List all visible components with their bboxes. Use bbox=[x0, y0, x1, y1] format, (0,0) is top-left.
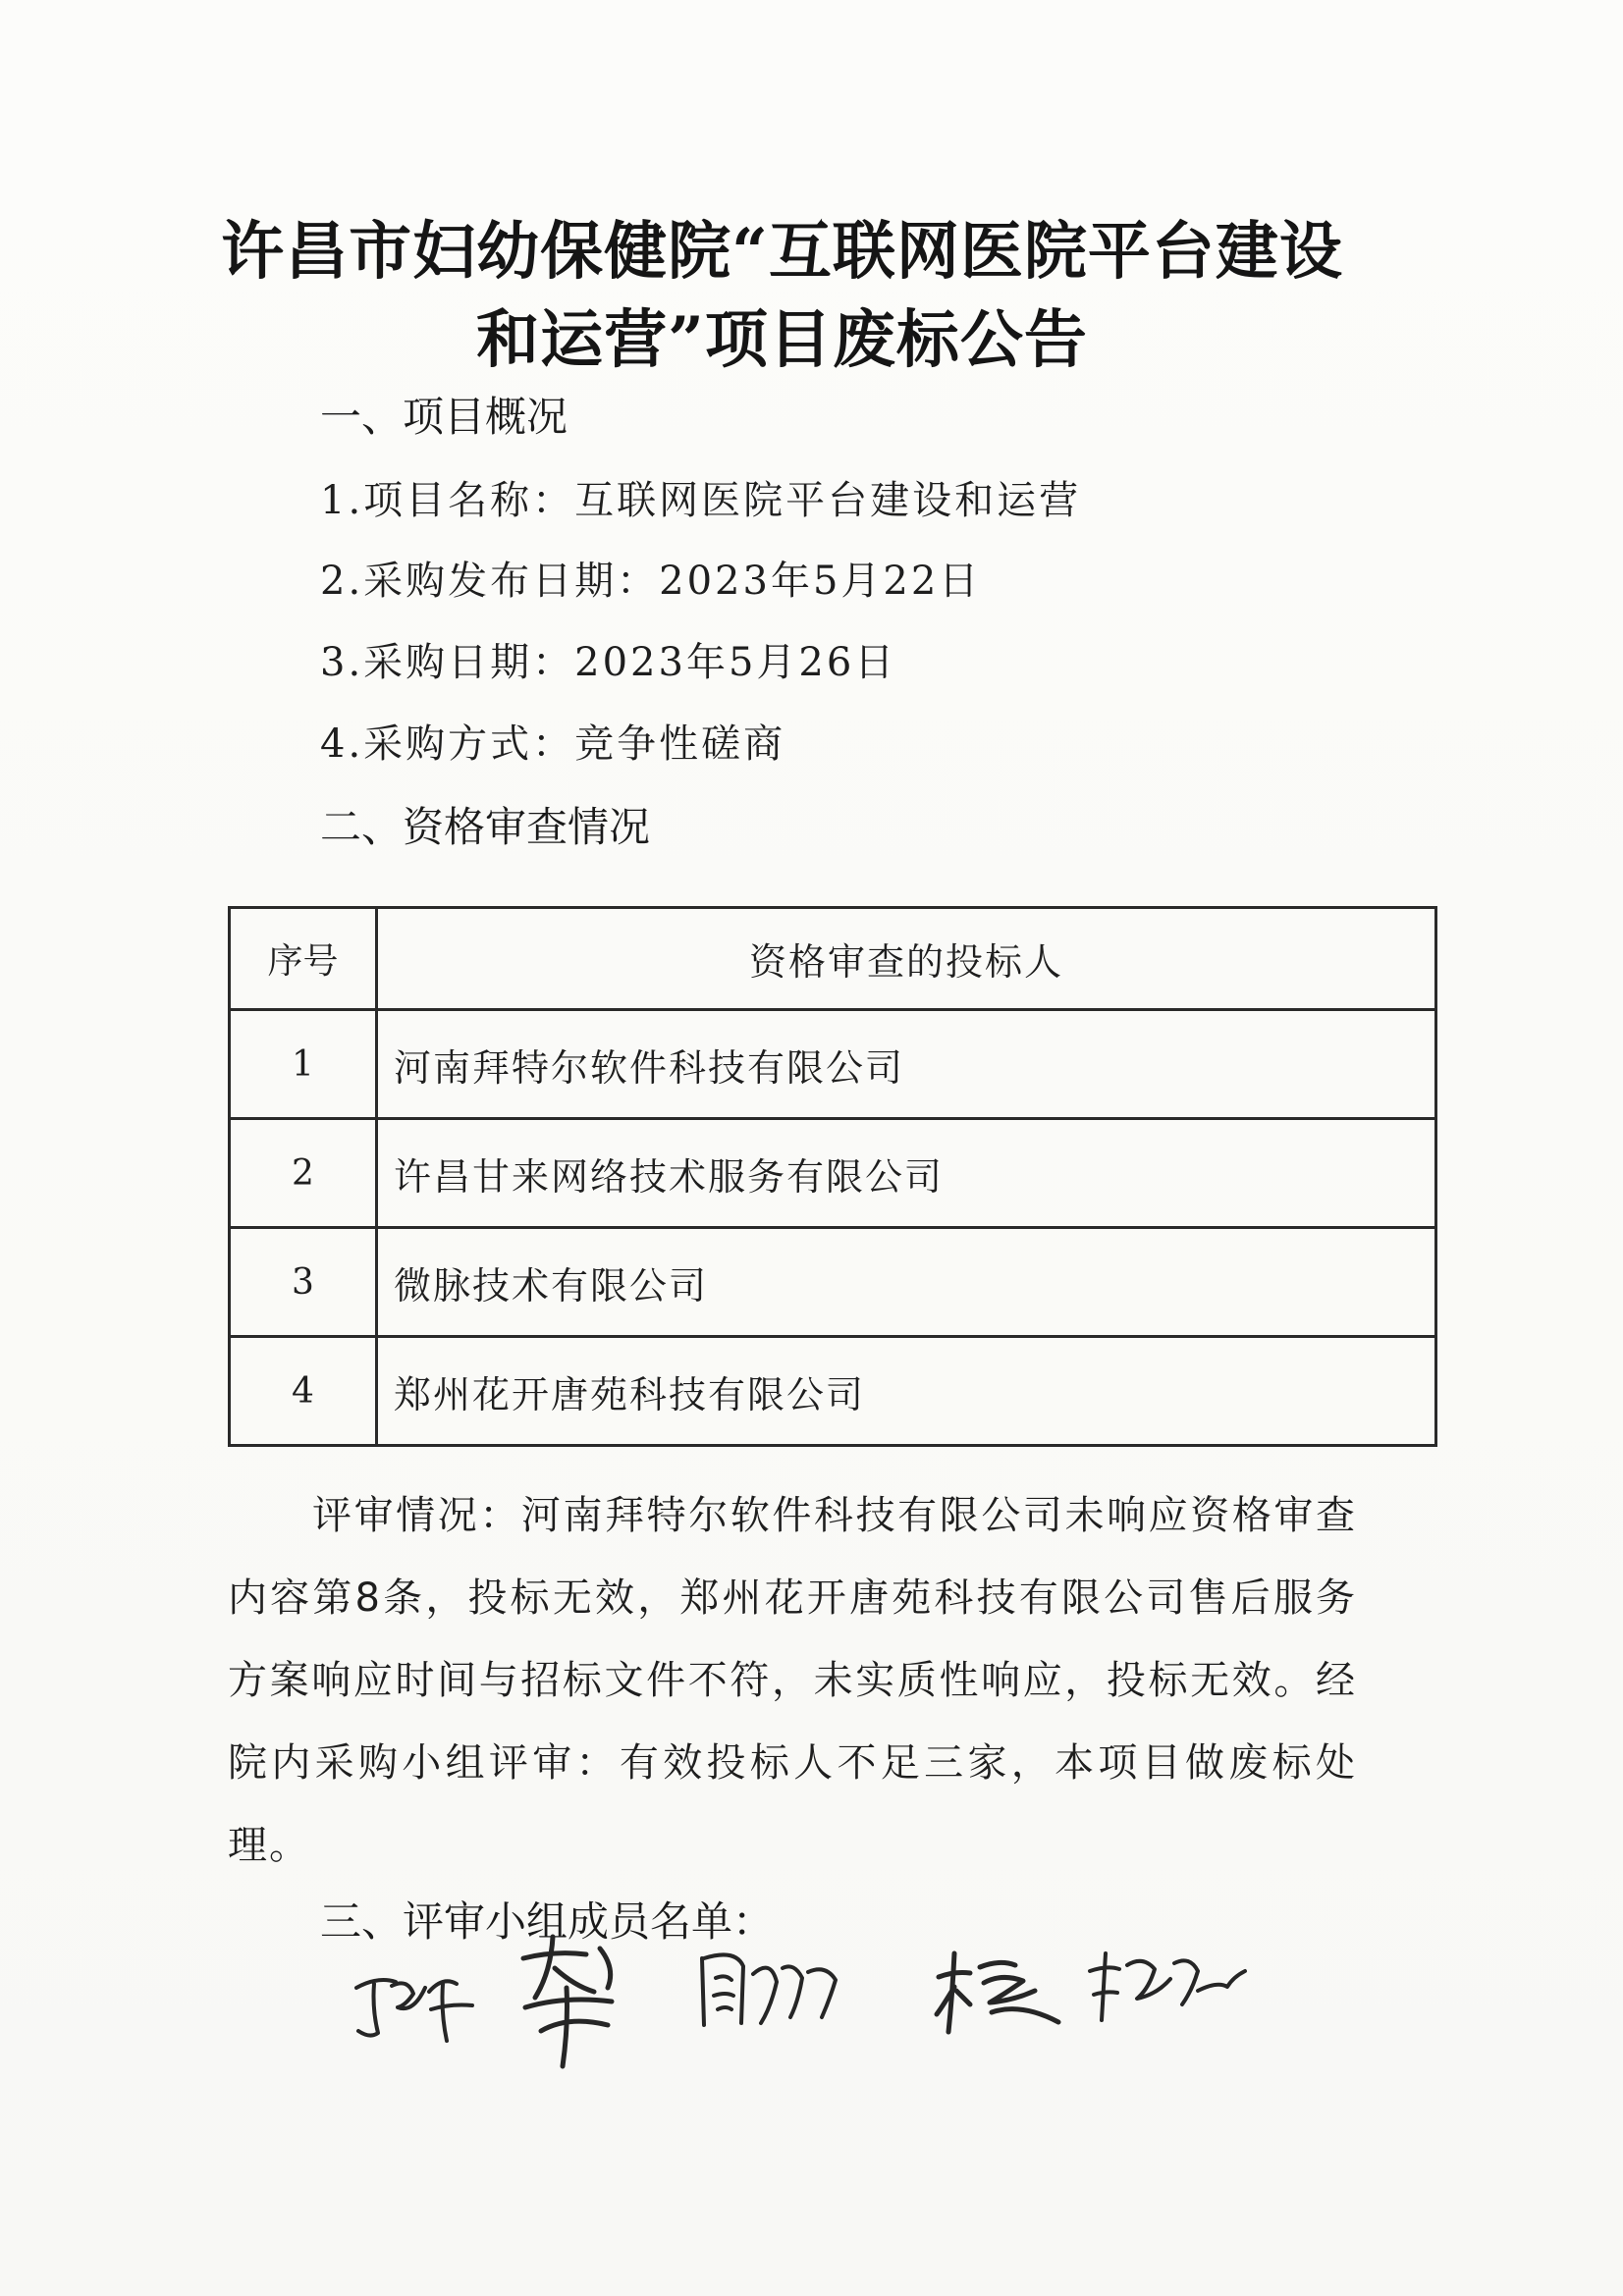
table-row bbox=[230, 1337, 1436, 1446]
section1-heading: 一、项目概况 bbox=[320, 393, 568, 441]
project-name-item: 1.项目名称：互联网医院平台建设和运营 bbox=[320, 478, 1082, 523]
signature-4 bbox=[931, 1944, 1068, 2042]
document-title-line2: 和运营”项目废标公告 bbox=[476, 303, 1088, 377]
review-paragraph: 评审情况：河南拜特尔软件科技有限公司未响应资格审查内容第8条，投标无效，郑州花开唐苑科技有限公司售后服务方案响应时间与招标文件不符，未实质性响应，投标无效。经院内采购小组评审：有效投标人不足三家，本项目做废标处理。 bbox=[228, 1493, 1357, 1868]
row-no: 4 bbox=[230, 1337, 377, 1446]
section2-heading: 二、资格审查情况 bbox=[320, 803, 651, 851]
row-bidder-name: 郑州花开唐苑科技有限公司 bbox=[377, 1337, 1436, 1446]
row-no: 1 bbox=[230, 1010, 377, 1119]
section3-heading: 三、评审小组成员名单： bbox=[320, 1897, 775, 1946]
row-bidder-name: 许昌甘来网络技术服务有限公司 bbox=[377, 1119, 1436, 1228]
table-row bbox=[230, 1010, 1436, 1119]
table-row bbox=[230, 1228, 1436, 1337]
bidders-table bbox=[228, 906, 1437, 1447]
header-bidder: 资格审查的投标人 bbox=[377, 908, 1436, 1010]
signature-1 bbox=[349, 1949, 486, 2056]
signature-2 bbox=[506, 1929, 633, 2076]
row-bidder-name: 微脉技术有限公司 bbox=[377, 1228, 1436, 1337]
row-bidder-name: 河南拜特尔软件科技有限公司 bbox=[377, 1010, 1436, 1119]
signature-3 bbox=[692, 1939, 849, 2037]
header-no: 序号 bbox=[230, 908, 377, 1010]
procurement-date-item: 3.采购日期：2023年5月26日 bbox=[320, 640, 897, 685]
procurement-method-item: 4.采购方式：竞争性磋商 bbox=[320, 721, 786, 767]
document-title-line1: 许昌市妇幼保健院“互联网医院平台建设 bbox=[221, 215, 1343, 289]
table-header-row bbox=[230, 908, 1436, 1010]
signature-5 bbox=[1080, 1942, 1252, 2030]
row-no: 3 bbox=[230, 1228, 377, 1337]
table-row bbox=[230, 1119, 1436, 1228]
row-no: 2 bbox=[230, 1119, 377, 1228]
publish-date-item: 2.采购发布日期：2023年5月22日 bbox=[320, 559, 982, 604]
